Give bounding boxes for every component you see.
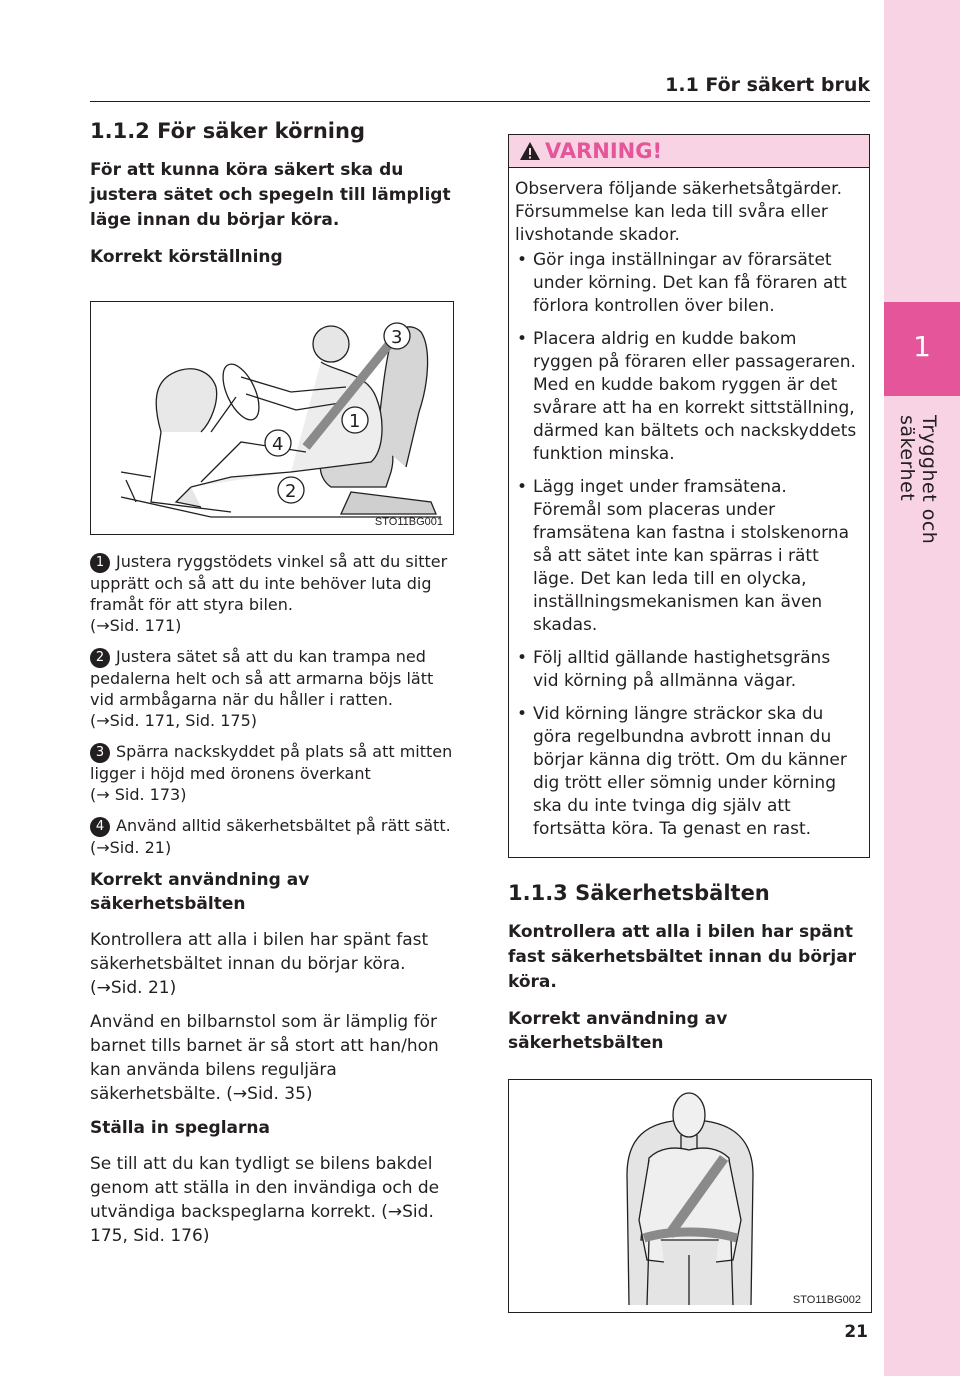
callout-4 [265, 430, 291, 456]
list-item [90, 741, 454, 805]
warning-bullet: • Placera aldrig en kudde bakom ryggen på föraren eller passageraren. Med en kudde bakom ryggen är det svårare att ha en korrekt sittställning, därmed kan bältets och nackskyddets funktion minska. [517, 329, 857, 464]
figure-code: STO11BG002 [792, 1294, 861, 1306]
seatbelt-figure [508, 1079, 872, 1313]
running-header: 1.1 För säkert bruk [665, 74, 870, 96]
item-ref: (→ Sid. 173) [90, 785, 187, 804]
callout-2 [278, 477, 304, 503]
item-text: Justera sätet så att du kan trampa ned pedalerna helt och så att armarna böjs lätt vid armbågarna när du håller i ratten. [90, 647, 434, 709]
warning-bullet: • Lägg inget under framsätena. Föremål som placeras under framsätena kan fastna i stolskenorna så att sätet inte kan spärras i rätt läge. Det kan leda till en olycka, inställningsmekanismen kan även skadas. [517, 477, 849, 635]
svg-text:3: 3 [391, 327, 403, 348]
lead-paragraph: För att kunna köra säkert ska du justera sätet och spegeln till lämpligt läge innan du börjar köra. [90, 160, 451, 230]
subheading-korrekt-korstallning: Korrekt körställning [90, 247, 283, 267]
warning-bullets [515, 249, 859, 841]
callout-1 [342, 407, 368, 433]
list-item [90, 815, 454, 858]
right-column [508, 134, 870, 1313]
driving-position-figure [90, 301, 454, 535]
warning-bullet: • Gör inga inställningar av förarsätet under körning. Det kan få föraren att förlora kontrollen över bilen. [517, 250, 847, 316]
paragraph: Använd en bilbarnstol som är lämplig för barnet tills barnet är så stort att han/hon kan använda bilens reguljära säkerhetsbälte. (→Sid. 35) [90, 1012, 439, 1104]
item-text: Spärra nackskyddet på plats så att mitten ligger i höjd med öronens överkant [90, 742, 453, 783]
section-heading-1-1-3: 1.1.3 Säkerhetsbälten [508, 881, 770, 905]
subheading-seatbelt-use: Korrekt användning av säkerhetsbälten [508, 1009, 728, 1053]
item-number: 4 [90, 817, 110, 837]
chapter-title: Trygghet och säkerhet [896, 415, 940, 545]
item-number: 2 [90, 648, 110, 668]
seatbelt-illustration [509, 1080, 871, 1312]
warning-bullet: • Följ alltid gällande hastighetsgräns vid körning på allmänna vägar. [517, 648, 831, 691]
svg-text:4: 4 [272, 434, 284, 455]
lead-paragraph: Kontrollera att alla i bilen har spänt fast säkerhetsbältet innan du börjar köra. [508, 922, 857, 992]
warning-title: VARNING! [545, 139, 663, 163]
figure-code: STO11BG001 [374, 516, 443, 528]
warning-body [509, 168, 869, 857]
svg-text:2: 2 [285, 481, 297, 502]
left-column [90, 116, 454, 1258]
driving-position-illustration [91, 302, 453, 534]
warning-triangle-icon [519, 141, 541, 161]
callout-3 [384, 323, 410, 349]
section-heading-1-1-2: 1.1.2 För säker körning [90, 119, 365, 143]
paragraph: Kontrollera att alla i bilen har spänt fast säkerhetsbältet innan du börjar köra. (→Sid. 21) [90, 930, 429, 998]
warning-header [509, 135, 869, 168]
svg-text:1: 1 [349, 411, 361, 432]
item-number: 1 [90, 553, 110, 573]
subheading-mirrors: Ställa in speglarna [90, 1118, 270, 1138]
item-text: Justera ryggstödets vinkel så att du sitter upprätt och så att du inte behöver luta dig framåt för att styra bilen. [90, 552, 448, 614]
header-rule [90, 101, 870, 102]
subheading-seatbelt-use: Korrekt användning av säkerhetsbälten [90, 870, 310, 914]
item-ref: (→Sid. 171) [90, 616, 182, 635]
item-number: 3 [90, 743, 110, 763]
item-ref: (→Sid. 171, Sid. 175) [90, 711, 257, 730]
adjustment-list [90, 551, 454, 858]
chapter-side-tab [884, 0, 960, 1376]
warning-bullet: • Vid körning längre sträckor ska du göra regelbundna avbrott innan du börjar känna dig trött. Om du känner dig trött eller sömnig under körning ska du inte tvinga dig själv att fortsätta köra. Ta genast en rast. [517, 704, 847, 839]
item-text: Använd alltid säkerhetsbältet på rätt sätt. (→Sid. 21) [90, 816, 451, 857]
list-item [90, 551, 454, 636]
page-number: 21 [844, 1322, 868, 1342]
list-item [90, 646, 454, 731]
warning-box [508, 134, 870, 858]
paragraph: Se till att du kan tydligt se bilens bakdel genom att ställa in den invändiga och de utvändiga backspeglarna korrekt. (→Sid. 175, Sid. 176) [90, 1154, 440, 1246]
warning-intro: Observera följande säkerhetsåtgärder. Försummelse kan leda till svåra eller livshotande skador. [515, 179, 842, 245]
chapter-number: 1 [913, 330, 931, 363]
